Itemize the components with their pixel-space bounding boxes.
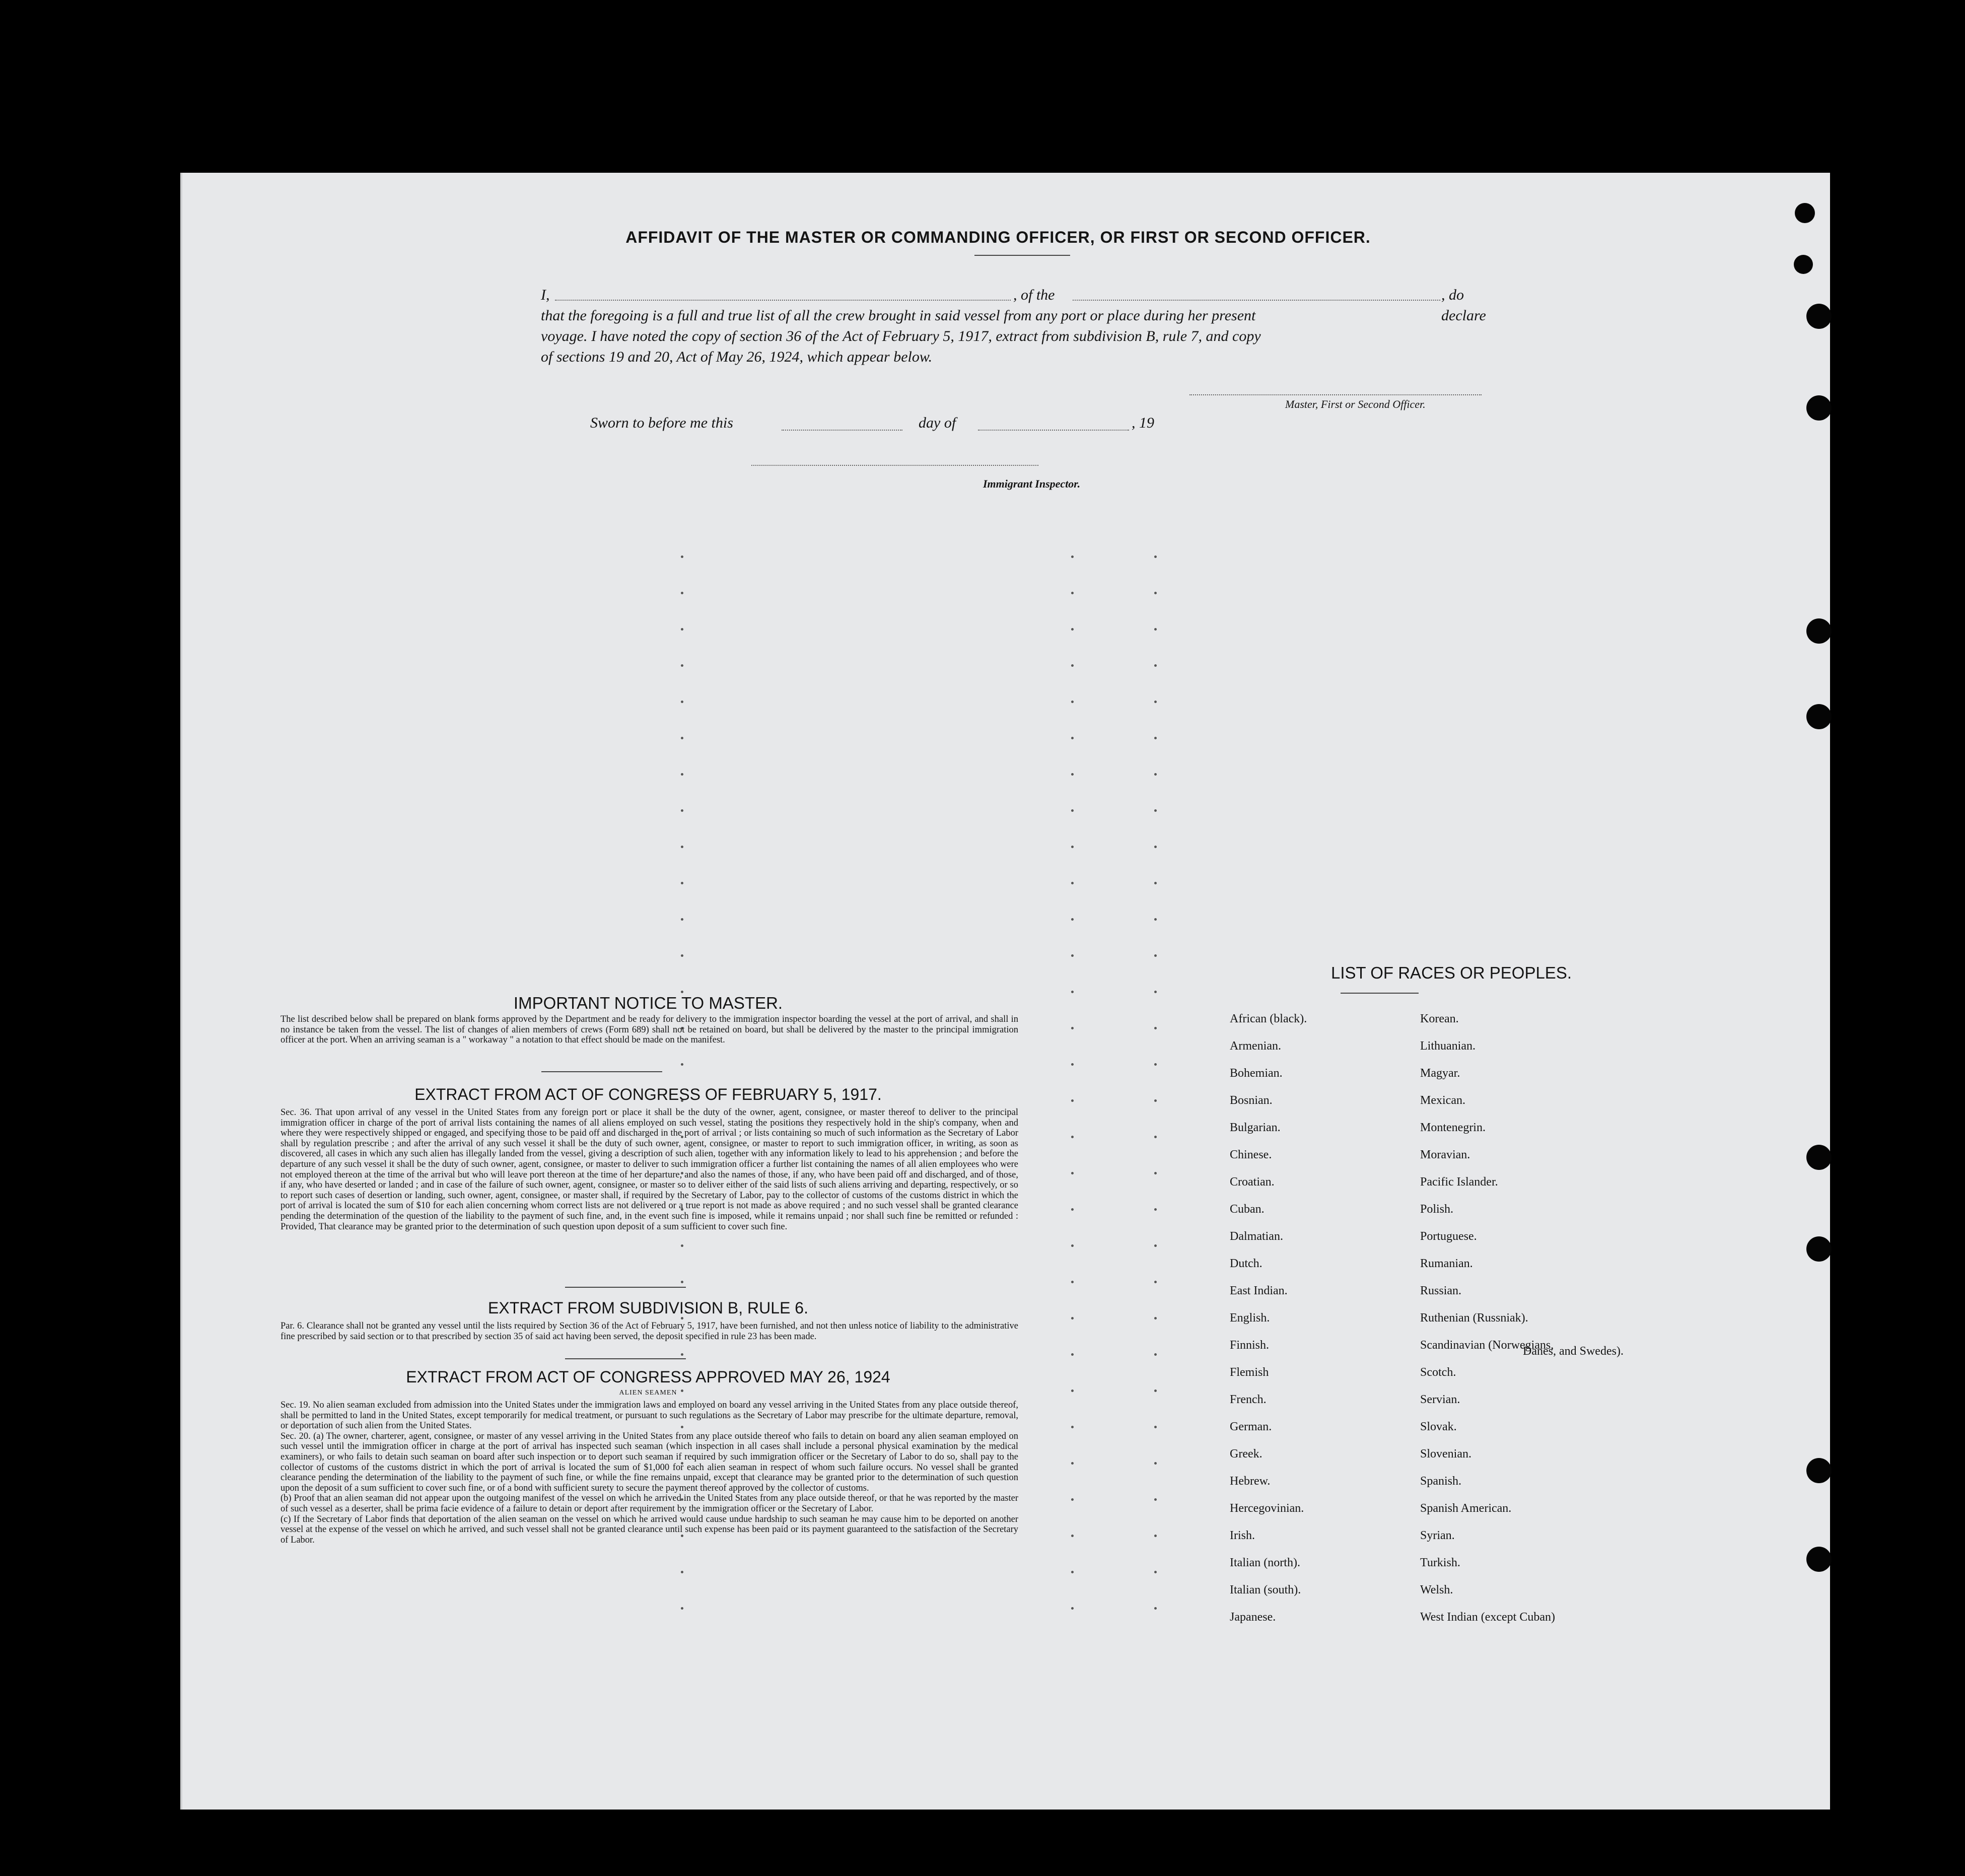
guide-dot	[681, 773, 683, 776]
guide-dot	[681, 954, 683, 957]
section-20b-text: (b) Proof that an alien seaman did not appear upon the outgoing manifest of the vessel on which he arrived in the United States from any place outside thereof, or that he was reported by the master of such vessel as a deserter, shall be prima facie evidence of a failure to detain or deport after requirement by the immigration officer or the Secretary of Labor.	[280, 1493, 1018, 1514]
declaration-line-3: of sections 19 and 20, Act of May 26, 1924, which appear below.	[541, 349, 933, 365]
section-20a-text: Sec. 20. (a) The owner, charterer, agent, consignee, or master of any vessel arriving in the United States from any place outside thereof who fails to detain on board any alien seaman employed on such vessel until the immigration officer in charge at the port of arrival has inspected such seaman (which inspection in all cases shall include a personal physical examination by the medical examiners), or who fails to detain such seaman on board after such inspection or to deport such seaman if required by such immigration officer or the Secretary of Labor to do so, shall pay to the collector of customs of the customs district in which the port of arrival is located the sum of $1,000 for each alien seaman in respect of whom such failure occurs. No vessel shall be granted clearance pending the determination of the liability to the payment of such fine, or while the fine remains unpaid, except that clearance may be granted prior to the determination of such question upon the deposit of a sum sufficient to cover such fine, or of a bond with sufficient surety to secure the payment thereof approved by the collector of customs.	[280, 1431, 1018, 1493]
vessel-field[interactable]	[1073, 285, 1440, 301]
binder-hole	[1806, 704, 1832, 729]
binder-hole	[1806, 1236, 1832, 1262]
binder-hole	[1806, 1547, 1832, 1572]
race-item: English.	[1230, 1311, 1270, 1325]
guide-dot	[681, 1353, 683, 1356]
race-item: Finnish.	[1230, 1339, 1270, 1352]
race-item: Russian.	[1420, 1284, 1462, 1297]
name-field[interactable]	[555, 285, 1011, 301]
guide-dot	[1071, 1172, 1074, 1174]
race-item: Greek.	[1230, 1447, 1262, 1461]
race-item: Italian (north).	[1230, 1556, 1300, 1569]
race-item: Pacific Islander.	[1420, 1175, 1498, 1189]
extract-1917-title: EXTRACT FROM ACT OF CONGRESS OF FEBRUARY 5, 1917.	[414, 1085, 882, 1103]
race-item: African (black).	[1230, 1012, 1307, 1025]
race-item: Dalmatian.	[1230, 1230, 1283, 1243]
guide-dot	[1071, 882, 1074, 884]
guide-dot	[1071, 1063, 1074, 1066]
guide-dot	[1154, 1535, 1157, 1537]
title-divider	[974, 255, 1070, 256]
extract-1917-text: Sec. 36. That upon arrival of any vessel in the United States from any foreign port or place it shall be the duty of the owner, agent, consignee, or master thereof to deliver to the principal immigration officer in charge of the port of arrival lists containing the names of all aliens employed on such vessel, stating the positions they respectively hold in the ship's company, when and where they were respectively shipped or engaged, and specifying those to be paid off and discharged in the port of arrival ; or lists containing so much of such information as the Secretary of Labor shall by regulation prescribe ; and after the arrival of any such vessel it shall be the duty of such owner, agent, consignee, or master to report to such immigration officer, in writing, as soon as discovered, all cases in which any such alien has illegally landed from the vessel, giving a description of such alien, together with any information likely to lead to his apprehension ; and before the departure of any such vessel it shall be the duty of such owner, agent, consignee, or master to deliver to such immigration officer a further list containing the names of all alien employees who were not employed thereon at the time of the arrival but who will leave port thereon at the time of her departure, and also the names of those, if any, who have been paid off and discharged, and of those, if any, who have deserted or landed ; and in case of the failure of such owner, agent, consignee, or master so to deliver either of the said lists of such aliens arriving and departing, respectively, or so to report such cases of desertion or landing, such owner, agent, consignee, or master shall, if required by the Secretary of Labor, pay to the collector of customs of the customs district in which the port of arrival is located the sum of $10 for each alien concerning whom correct lists are not delivered or a true report is not made as above required ; and no such vessel shall be granted clearance pending the determination of the question of the liability to the payment of such fine, and, in the event such fine is imposed, while it remains unpaid ; nor shall such fine be remitted or refunded : Provided, That clearance may be granted prior to the determination of such question upon deposit of a sum sufficient to cover such fine.	[280, 1107, 1018, 1232]
guide-dot	[681, 701, 683, 703]
guide-dot	[1071, 555, 1074, 558]
race-item: Hercegovinian.	[1230, 1502, 1304, 1515]
race-item: Korean.	[1420, 1012, 1459, 1025]
guide-dot	[1154, 701, 1157, 703]
inspector-signature-field[interactable]	[751, 465, 1038, 466]
guide-dot	[681, 1281, 683, 1283]
of-the-label: , of the	[1013, 287, 1055, 303]
guide-dot	[1071, 1208, 1074, 1211]
guide-dot	[1154, 1426, 1157, 1428]
guide-dot	[1154, 1389, 1157, 1392]
inspector-label: Immigrant Inspector.	[983, 477, 1081, 490]
race-item: Chinese.	[1230, 1148, 1272, 1161]
guide-dot	[1071, 773, 1074, 776]
guide-dot	[1154, 954, 1157, 957]
guide-dot	[1071, 954, 1074, 957]
guide-dot	[1154, 555, 1157, 558]
race-item: Portuguese.	[1420, 1230, 1477, 1243]
guide-dot	[1154, 664, 1157, 667]
race-item: Turkish.	[1420, 1556, 1460, 1569]
guide-dot	[1154, 1281, 1157, 1283]
binder-hole	[1806, 1458, 1832, 1483]
guide-dot	[1154, 1244, 1157, 1247]
guide-dot	[1154, 1571, 1157, 1573]
race-item: Slovenian.	[1420, 1447, 1471, 1461]
section-19-text: Sec. 19. No alien seaman excluded from admission into the United States under the immigration laws and employed on board any vessel arriving in the United States from any place outside thereof, shall be permitted to land in the United States, except temporarily for medical treatment, or pursuant to such regulations as the Secretary of Labor may prescribe for the ultimate departure, removal, or deportation of such alien from the United States.	[280, 1400, 1018, 1431]
divider	[565, 1287, 686, 1288]
race-item: Syrian.	[1420, 1529, 1455, 1542]
guide-dot	[1071, 809, 1074, 812]
guide-dot	[1071, 628, 1074, 631]
race-item: West Indian (except Cuban)	[1420, 1611, 1555, 1624]
binder-hole	[1806, 304, 1832, 329]
guide-dot	[1071, 664, 1074, 667]
race-item: Lithuanian.	[1420, 1039, 1476, 1053]
guide-dot	[1071, 1571, 1074, 1573]
declaration-line-2: voyage. I have noted the copy of section 36 of the Act of February 5, 1917, extract from subdivision B, rule 7, and copy	[541, 328, 1261, 344]
guide-dot	[681, 737, 683, 739]
declaration-line-1: that the foregoing is a full and true list of all the crew brought in said vessel from any port or place during her present	[541, 307, 1256, 324]
affidavit-declaration	[541, 285, 1498, 367]
guide-dot	[681, 592, 683, 594]
guide-dot	[1071, 991, 1074, 993]
race-item: Mexican.	[1420, 1094, 1465, 1107]
race-item: East Indian.	[1230, 1284, 1288, 1297]
guide-dot	[1154, 1136, 1157, 1138]
guide-dot	[1071, 592, 1074, 594]
guide-dot	[1154, 1208, 1157, 1211]
race-item: Spanish American.	[1420, 1502, 1512, 1515]
race-item: Bulgarian.	[1230, 1121, 1281, 1134]
race-item: Irish.	[1230, 1529, 1255, 1542]
race-item: Ruthenian (Russniak).	[1420, 1311, 1528, 1325]
guide-dot	[1071, 1426, 1074, 1428]
guide-dot	[1071, 1317, 1074, 1319]
guide-dot	[1071, 1353, 1074, 1356]
section-20c-text: (c) If the Secretary of Labor finds that deportation of the alien seaman on the vessel on which he arrived would cause undue hardship to such seaman he may cause him to be deported on another vessel at the expense of the vessel on which he arrived, and such vessel shall not be granted clearance until such expense has been paid or its payment guaranteed to the satisfaction of the Secretary of Labor.	[280, 1514, 1018, 1545]
sworn-day-field[interactable]	[782, 414, 902, 431]
guide-dot	[681, 991, 683, 993]
guide-dot	[681, 628, 683, 631]
binder-hole	[1794, 255, 1813, 274]
guide-dot	[681, 1571, 683, 1573]
race-item: Rumanian.	[1420, 1257, 1473, 1270]
guide-dot	[1154, 1607, 1157, 1610]
race-item: Armenian.	[1230, 1039, 1281, 1053]
race-item: Bosnian.	[1230, 1094, 1273, 1107]
year-label: , 19	[1132, 414, 1154, 431]
race-item: Flemish	[1230, 1366, 1269, 1379]
race-item: Polish.	[1420, 1203, 1454, 1216]
guide-dot	[1154, 991, 1157, 993]
guide-dot	[1071, 1099, 1074, 1102]
guide-dot	[1154, 592, 1157, 594]
sworn-label: Sworn to before me this	[590, 414, 733, 431]
guide-dot	[1071, 1462, 1074, 1465]
race-item: Welsh.	[1420, 1583, 1453, 1596]
divider	[565, 1358, 686, 1359]
race-item: Croatian.	[1230, 1175, 1275, 1189]
binder-hole	[1806, 618, 1832, 644]
divider	[541, 1071, 662, 1072]
guide-dot	[1154, 1353, 1157, 1356]
binder-hole	[1806, 395, 1832, 421]
guide-dot	[1154, 1462, 1157, 1465]
race-item: German.	[1230, 1420, 1272, 1433]
guide-dot	[1071, 737, 1074, 739]
notice-title: IMPORTANT NOTICE TO MASTER.	[513, 994, 783, 1012]
extract-1924-title: EXTRACT FROM ACT OF CONGRESS APPROVED MAY 26, 1924	[406, 1368, 890, 1386]
race-item: Slovak.	[1420, 1420, 1457, 1433]
race-item: Scandinavian (Norwegians,	[1420, 1339, 1554, 1352]
guide-dot	[1071, 1136, 1074, 1138]
guide-dot	[1154, 1099, 1157, 1102]
guide-dot	[681, 846, 683, 848]
race-item: Bohemian.	[1230, 1067, 1283, 1080]
signature-label: Master, First or Second Officer.	[1285, 398, 1426, 410]
day-of-label: day of	[919, 414, 956, 431]
guide-dot	[1071, 1244, 1074, 1247]
guide-dot	[1154, 1317, 1157, 1319]
extract-1924-text	[280, 1400, 1018, 1545]
race-item: Montenegrin.	[1420, 1121, 1486, 1134]
guide-dot	[1071, 918, 1074, 921]
i-label: I,	[541, 287, 550, 303]
guide-dot	[1154, 882, 1157, 884]
alien-seamen-subtitle: ALIEN SEAMEN	[619, 1389, 677, 1397]
race-item: Cuban.	[1230, 1203, 1265, 1216]
guide-dot	[1154, 628, 1157, 631]
guide-dot	[1154, 1498, 1157, 1501]
guide-dot	[681, 918, 683, 921]
race-item: Spanish.	[1420, 1475, 1462, 1488]
guide-dot	[1154, 1172, 1157, 1174]
guide-dot	[1071, 846, 1074, 848]
signature-field[interactable]	[1189, 394, 1482, 395]
guide-dot	[1071, 701, 1074, 703]
guide-dot	[1071, 1607, 1074, 1610]
guide-dot	[681, 1607, 683, 1610]
race-item: Dutch.	[1230, 1257, 1262, 1270]
race-item: Japanese.	[1230, 1611, 1276, 1624]
guide-dot	[1154, 773, 1157, 776]
guide-dot	[681, 664, 683, 667]
race-item: Scotch.	[1420, 1366, 1456, 1379]
guide-dot	[1154, 809, 1157, 812]
guide-dot	[1154, 846, 1157, 848]
race-item: French.	[1230, 1393, 1267, 1406]
guide-dot	[1154, 918, 1157, 921]
do-declare-label: , do declare	[1441, 287, 1486, 324]
race-item: Moravian.	[1420, 1148, 1470, 1161]
races-title: LIST OF RACES OR PEOPLES.	[1330, 963, 1572, 982]
sworn-line	[590, 414, 1295, 435]
guide-dot	[1154, 737, 1157, 739]
race-item: Magyar.	[1420, 1067, 1460, 1080]
guide-dot	[1071, 1027, 1074, 1029]
races-divider	[1341, 993, 1419, 994]
binder-hole	[1806, 1145, 1832, 1170]
binder-hole	[1795, 203, 1815, 223]
guide-dot	[1154, 1063, 1157, 1066]
manifest-sheet	[180, 173, 1830, 1810]
guide-dot	[1071, 1281, 1074, 1283]
race-item: Italian (south).	[1230, 1583, 1301, 1596]
guide-dot	[681, 809, 683, 812]
notice-text: The list described below shall be prepared on blank forms approved by the Department and be ready for delivery to the immigration inspector boarding the vessel at the port of arrival, and shall in no instance be taken from the vessel. The list of changes of alien members of crews (Form 689) shall not be retained on board, but shall be delivered by the master to the principal immigration officer at the port. When an arriving seaman is a " workaway " a notation to that effect should be made on the manifest.	[280, 1014, 1018, 1046]
guide-dot	[1154, 1027, 1157, 1029]
guide-dot	[1071, 1498, 1074, 1501]
guide-dot	[1071, 1535, 1074, 1537]
affidavit-title: AFFIDAVIT OF THE MASTER OR COMMANDING OFFICER, OR FIRST OR SECOND OFFICER.	[625, 228, 1371, 246]
rule6-text: Par. 6. Clearance shall not be granted any vessel until the lists required by Section 36 of the Act of February 5, 1917, have been furnished, and not then unless notice of liability to the administrative fine prescribed by said section or to that prescribed by section 35 of said act having been served, the deposit specified in rule 23 has been made.	[280, 1321, 1018, 1342]
race-item: Servian.	[1420, 1393, 1460, 1406]
race-continuation: Danes, and Swedes).	[1523, 1345, 1624, 1358]
guide-dot	[1071, 1389, 1074, 1392]
guide-dot	[681, 882, 683, 884]
guide-dot	[681, 555, 683, 558]
guide-dot	[681, 1244, 683, 1247]
sworn-month-field[interactable]	[978, 414, 1129, 431]
rule6-title: EXTRACT FROM SUBDIVISION B, RULE 6.	[488, 1299, 808, 1317]
race-item: Hebrew.	[1230, 1475, 1271, 1488]
guide-dot	[681, 1063, 683, 1066]
